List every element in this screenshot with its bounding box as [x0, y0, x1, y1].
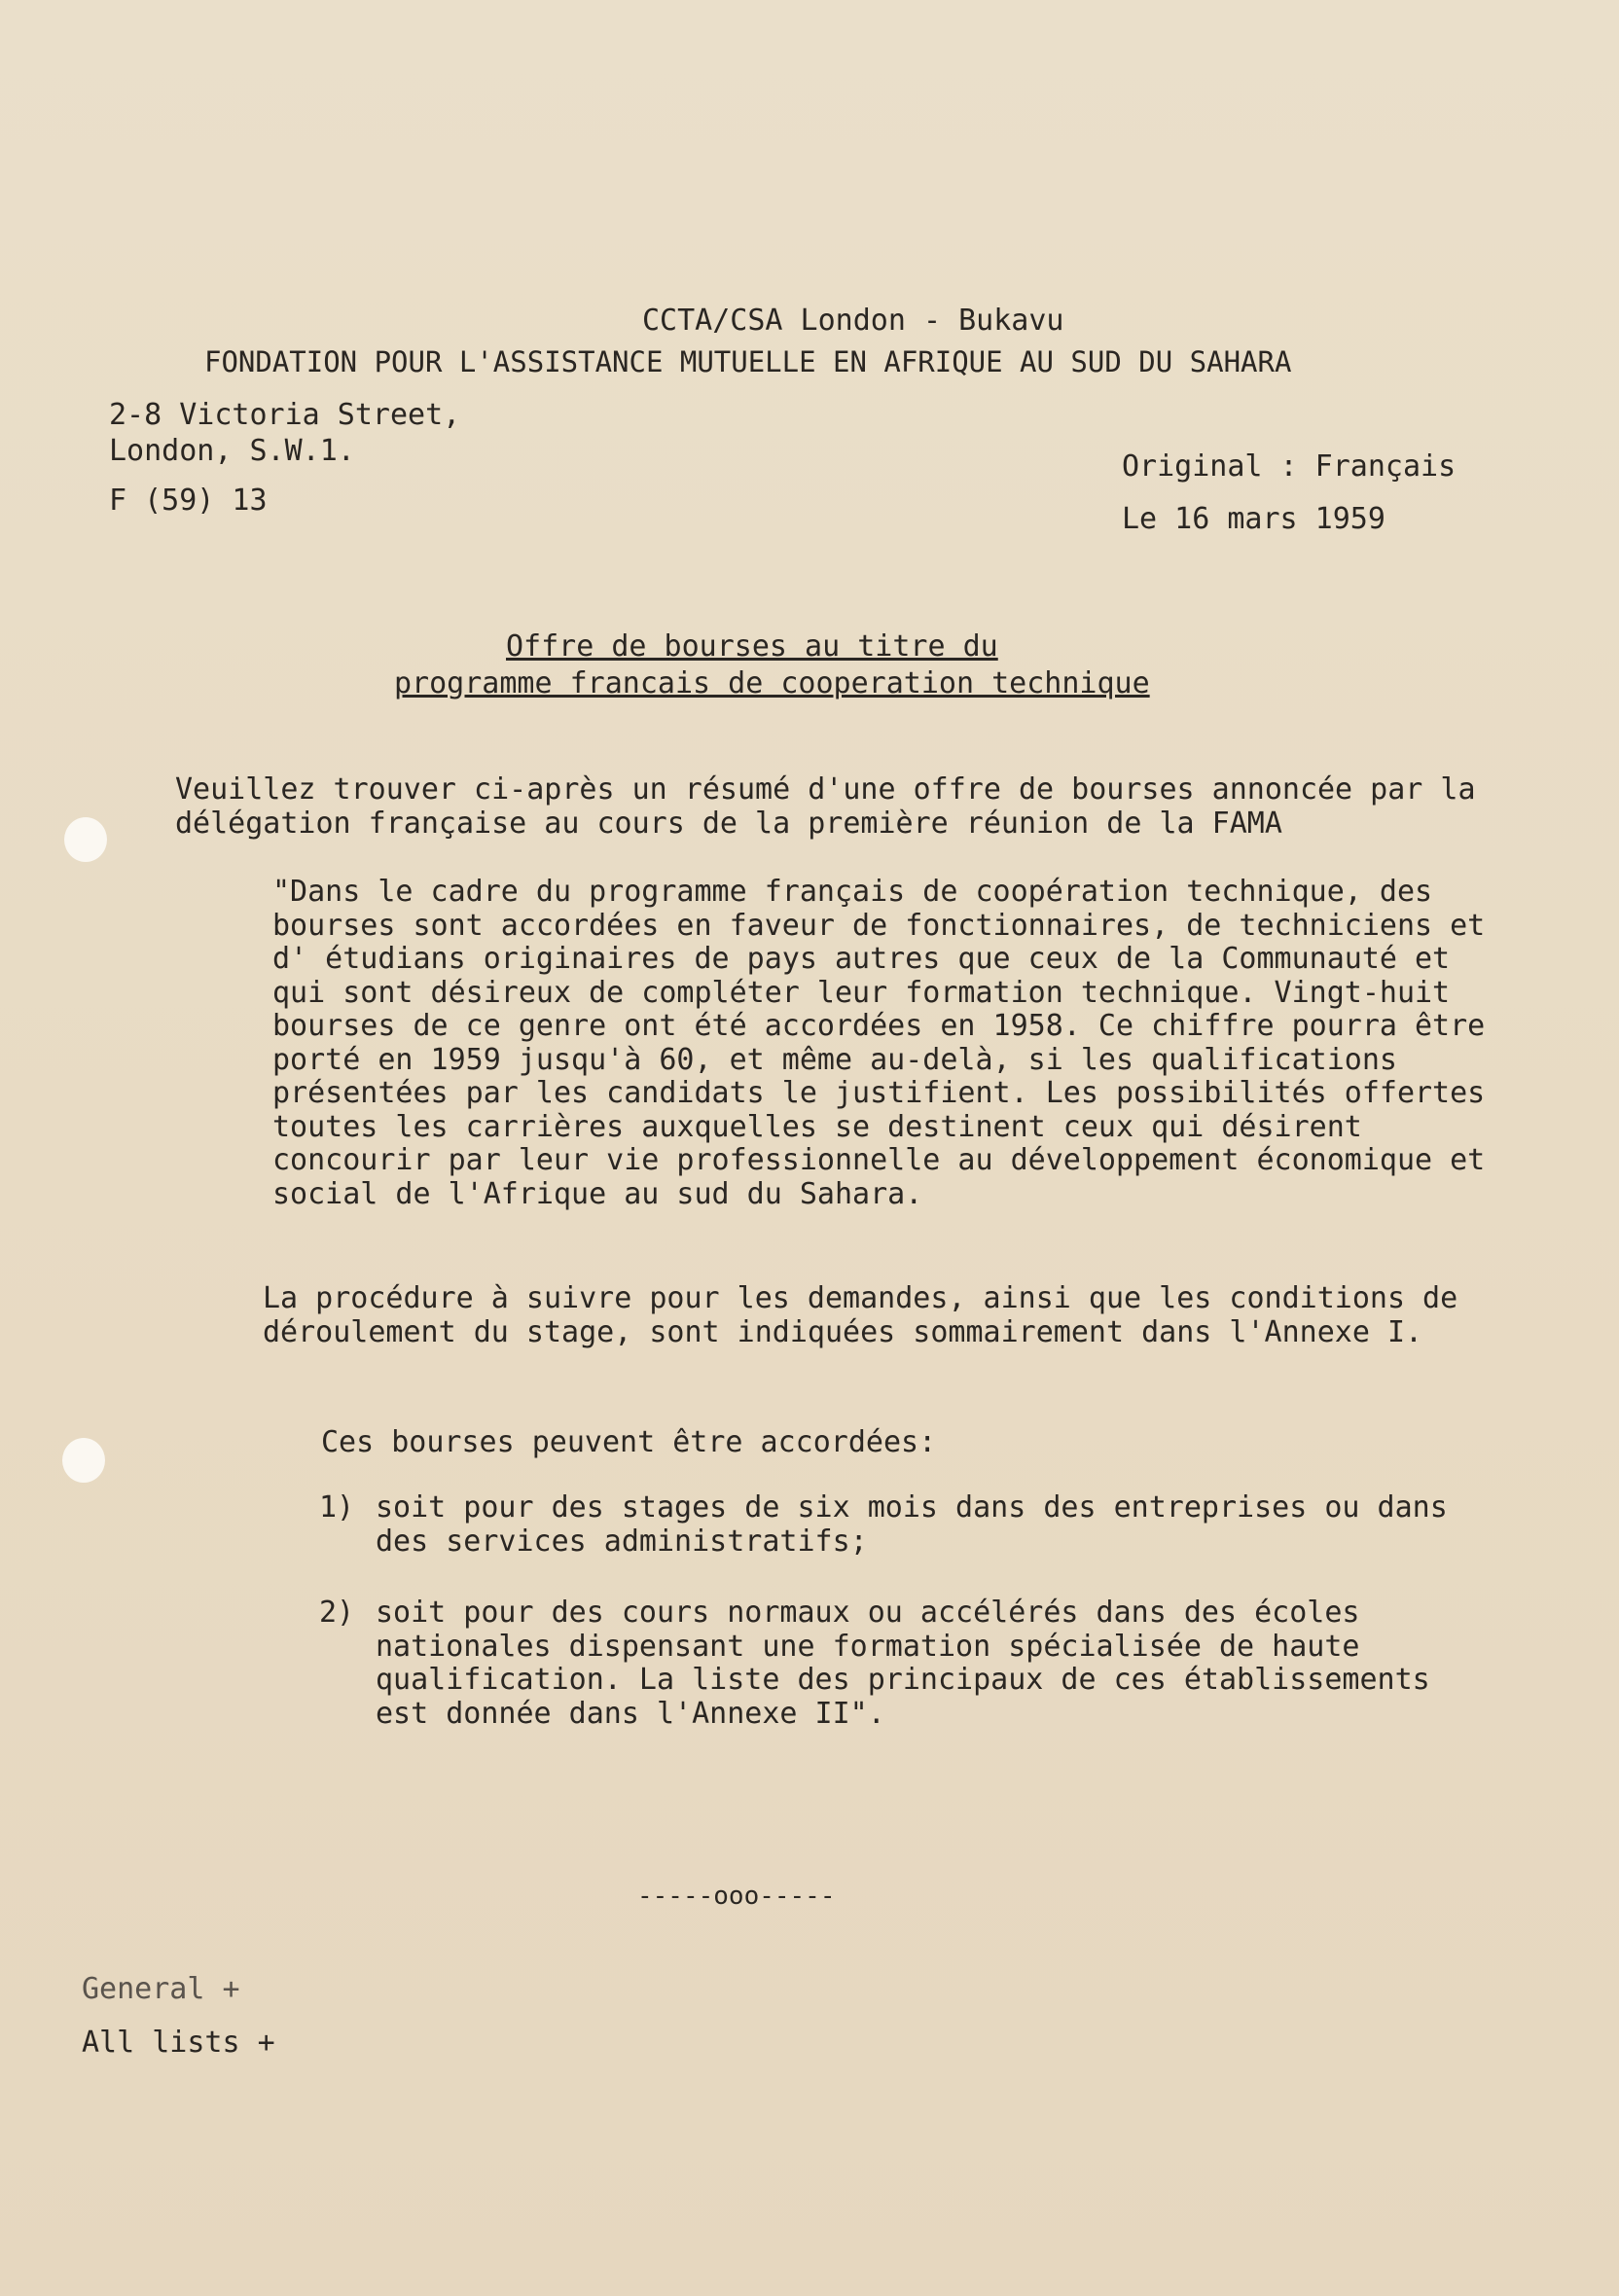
organization-header: CCTA/CSA London - Bukavu	[642, 304, 1064, 338]
organization-name: FONDATION POUR L'ASSISTANCE MUTUELLE EN AFRIQUE AU SUD DU SAHARA	[204, 345, 1292, 378]
distribution-general: General +	[82, 1972, 240, 2006]
document-title-line1: Offre de bourses au titre du	[506, 629, 998, 664]
document-date: Le 16 mars 1959	[1122, 502, 1385, 536]
document-title-line2: programme francais de cooperation technique	[394, 666, 1150, 700]
list-item-text: soit pour des stages de six mois dans des entreprises ou dans des services administratifs;	[376, 1490, 1448, 1559]
document-reference: F (59) 13	[109, 484, 268, 518]
original-language: Original : Français	[1122, 449, 1457, 484]
end-separator: -----ooo-----	[637, 1882, 836, 1911]
list-item-number: 2)	[319, 1596, 355, 1630]
list-item-number: 1)	[319, 1490, 355, 1525]
address-street: 2-8 Victoria Street,	[109, 398, 461, 432]
distribution-all-lists: All lists +	[82, 2026, 275, 2060]
address-city: London, S.W.1.	[109, 434, 355, 468]
procedure-paragraph: La procédure à suivre pour les demandes, ainsi que les conditions de déroulement du stage, sont indiquées sommairement dans l'Annexe I.	[263, 1281, 1458, 1349]
punch-hole	[64, 817, 107, 862]
intro-paragraph: Veuillez trouver ci-après un résumé d'une offre de bourses annoncée par la délégation française au cours de la première réunion de la FAMA	[175, 772, 1476, 841]
punch-hole	[62, 1438, 105, 1483]
list-lead: Ces bourses peuvent être accordées:	[321, 1425, 937, 1459]
quoted-paragraph: "Dans le cadre du programme français de coopération technique, des bourses sont accordées en faveur de fonctionnaires, de techniciens et d' étudians originaires de pays autres que ceux de la Communauté et qui sont désireux de compléter leur formation technique. Vingt-huit bourses de ce genre ont été accordées en 1958. Ce chiffre pourra être porté en 1959 jusqu'à 60, et même au-delà, si les qualifications présentées par les candidats le justifient. Les possibilités offertes toutes les carrières auxquelles se destinent ceux qui désirent concourir par leur vie professionnelle au développement économique et social de l'Afrique au sud du Sahara.	[272, 875, 1486, 1211]
list-item-text: soit pour des cours normaux ou accélérés dans des écoles nationales dispensant une formation spécialisée de haute qualification. La liste des principaux de ces établissements est donnée dans l'Annexe II".	[376, 1596, 1430, 1731]
